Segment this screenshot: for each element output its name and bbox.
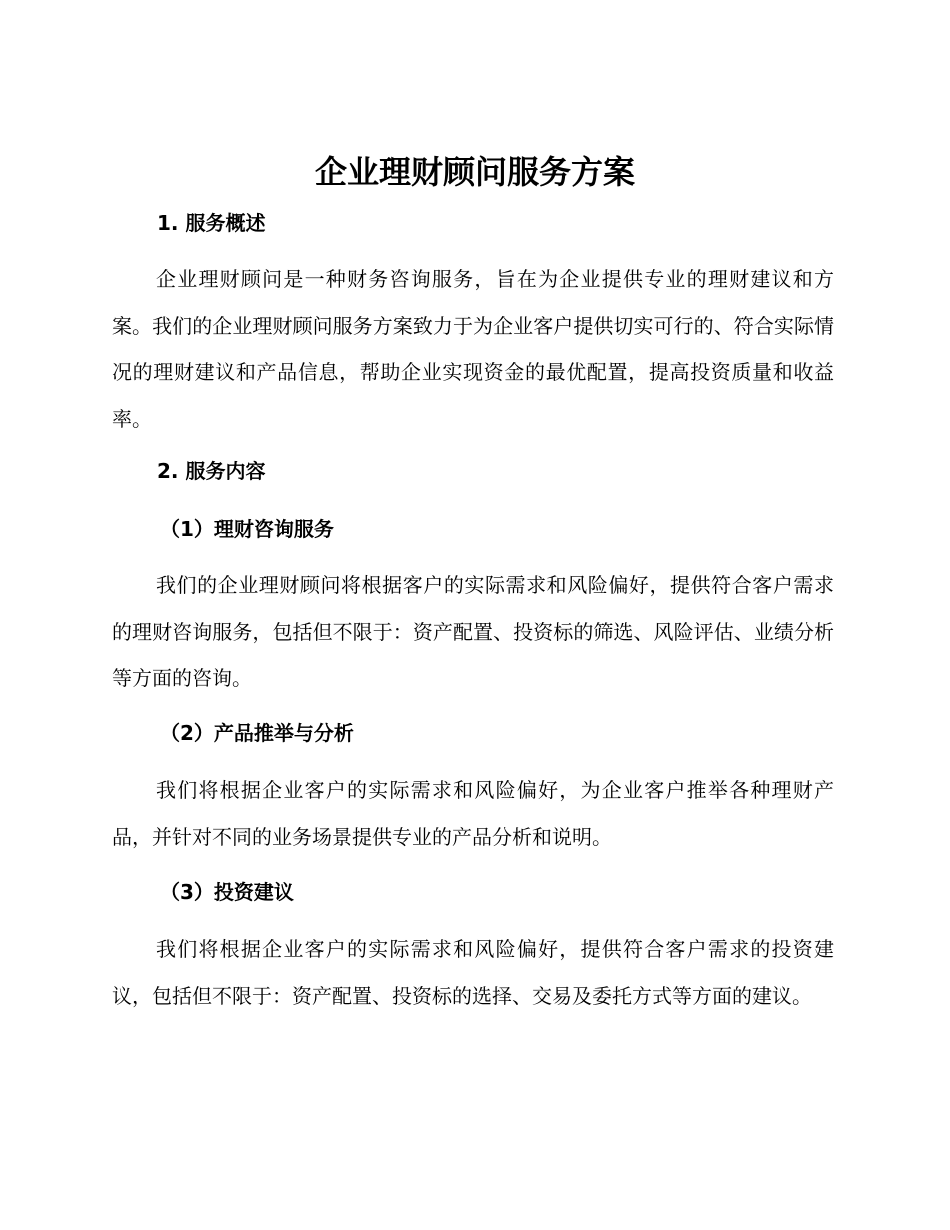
paragraph-products: 我们将根据企业客户的实际需求和风险偏好，为企业客户推举各种理财产品，并针对不同的业务场景提供专业的产品分析和说明。: [112, 778, 834, 849]
subsection-heading-products: （2）产品推举与分析: [160, 721, 354, 745]
paragraph-consulting: 我们的企业理财顾问将根据客户的实际需求和风险偏好，提供符合客户需求的理财咨询服务，包括但不限于：资产配置、投资标的筛选、风险评估、业绩分析等方面的咨询。: [112, 573, 834, 690]
paragraph-overview: 企业理财顾问是一种财务咨询服务，旨在为企业提供专业的理财建议和方案。我们的企业理财顾问服务方案致力于为企业客户提供切实可行的、符合实际情况的理财建议和产品信息，帮助企业实现资金的最优配置，提高投资质量和收益率。: [112, 267, 834, 431]
section-heading-content: 2. 服务内容: [157, 459, 266, 483]
subsection-heading-consulting: （1）理财咨询服务: [160, 517, 334, 541]
subsection-heading-investment: （3）投资建议: [160, 880, 294, 904]
document-title: 企业理财顾问服务方案: [314, 153, 635, 191]
paragraph-investment: 我们将根据企业客户的实际需求和风险偏好，提供符合客户需求的投资建议，包括但不限于：资产配置、投资标的选择、交易及委托方式等方面的建议。: [112, 937, 834, 1008]
section-heading-overview: 1. 服务概述: [157, 211, 266, 235]
